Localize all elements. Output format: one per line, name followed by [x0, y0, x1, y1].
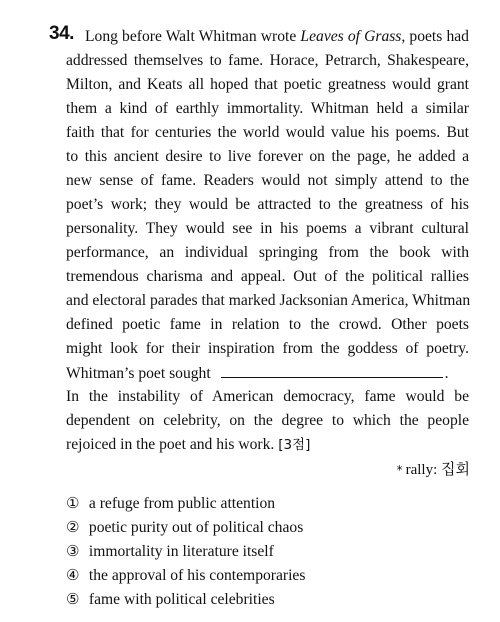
option-2[interactable]	[66, 515, 305, 539]
footnote-text: rally: 집회	[405, 462, 470, 478]
footnote	[397, 459, 470, 481]
option-text: poetic purity out of political chaos	[88, 519, 304, 536]
passage-line-4: them a kind of earthly immortality. Whitman held a similar	[66, 100, 469, 117]
book-title: Leaves of Grass	[300, 28, 402, 45]
passage-line-2: addressed themselves to fame. Horace, Petrarch, Shakespeare,	[66, 52, 469, 69]
option-text: the approval of his contemporaries	[88, 567, 306, 584]
passage-text: , poets had	[401, 28, 469, 45]
passage-text: Whitman’s poet sought	[66, 365, 211, 382]
footnote-asterisk: *	[396, 463, 403, 477]
passage-line-1	[85, 25, 469, 49]
option-number: ③	[66, 542, 80, 560]
passage-text: rejoiced in the poet and his work.	[66, 436, 275, 453]
answer-options	[66, 491, 305, 611]
passage-line-13: defined poetic fame in relation to the crowd. Other poets	[66, 316, 469, 333]
passage-line-18	[66, 433, 469, 457]
passage-line-5: faith that for centuries the world would value his poems. But	[66, 124, 469, 141]
option-4[interactable]	[66, 563, 305, 587]
passage-line-11: tremendous charisma and appeal. Out of the political rallies	[66, 268, 469, 285]
passage-line-6: to this ancient desire to live forever on the page, he added a	[66, 148, 469, 165]
option-number: ⑤	[66, 590, 80, 608]
passage-line-8: poet’s work; they would be attracted to the greatness of his	[66, 196, 469, 213]
passage-line-9: personality. They would see in his poems a vibrant cultural	[66, 220, 469, 237]
answer-blank	[221, 361, 443, 378]
passage-line-7: new sense of fame. Readers would not simply attend to the	[66, 172, 469, 189]
option-1[interactable]	[66, 491, 305, 515]
passage-line-15	[66, 361, 469, 385]
question-number: 34.	[49, 23, 74, 44]
blank-period: .	[444, 365, 449, 382]
option-number: ②	[66, 518, 80, 536]
passage-line-14: might look for their inspiration from the goddess of poetry.	[66, 340, 469, 357]
passage-line-12: and electoral parades that marked Jacksonian America, Whitman	[66, 292, 471, 309]
passage-line-17: dependent on celebrity, on the degree to which the people	[66, 412, 469, 429]
option-5[interactable]	[66, 587, 305, 611]
option-text: fame with political celebrities	[88, 591, 275, 608]
option-text: a refuge from public attention	[88, 495, 276, 512]
passage-line-16: In the instability of American democracy, fame would be	[66, 388, 469, 405]
score-label: [3점]	[278, 437, 311, 453]
passage-line-3: Milton, and Keats all hoped that poetic greatness would grant	[66, 76, 469, 93]
option-number: ①	[66, 494, 80, 512]
option-3[interactable]	[66, 539, 305, 563]
passage-line-10: performance, an individual springing from the book with	[66, 244, 469, 261]
option-text: immortality in literature itself	[88, 543, 274, 560]
option-number: ④	[66, 566, 80, 584]
passage-text: Long before Walt Whitman wrote	[85, 28, 301, 45]
